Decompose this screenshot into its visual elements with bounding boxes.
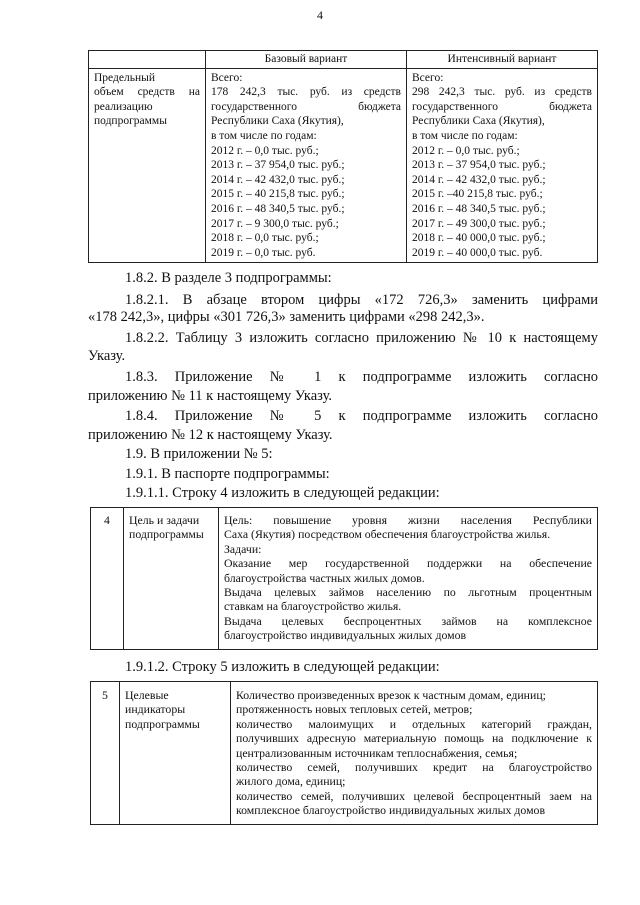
row-label-line: объем средств на	[94, 86, 200, 99]
header-empty-cell	[89, 51, 206, 69]
row-label-line: подпрограммы	[94, 115, 167, 128]
goals-line: Задачи:	[224, 541, 262, 556]
indicators-table	[90, 681, 598, 825]
goals-line: благоустройства частных жилых домов.	[224, 570, 425, 585]
paragraph-1-8-2-2: 1.8.2.2. Таблицу 3 изложить согласно приложению № 10 к настоящему	[125, 330, 598, 346]
paragraph-1-8-2-1: 1.8.2.1. В абзаце втором цифры «172 726,3» заменить цифрами	[125, 292, 598, 308]
indicator-line: количество малоимущих и отдельных категорий граждан,	[236, 716, 592, 731]
intensive-year-line: 2019 г. – 40 000,0 тыс. руб.	[412, 246, 543, 259]
goals-line: Выдача целевых займов населению по льготным процентным	[224, 585, 592, 600]
intensive-intro-line: Республики Саха (Якутия),	[412, 115, 545, 128]
row-number: 4	[91, 508, 124, 650]
goals-line: Оказание мер государственной поддержки на обеспечение	[224, 556, 592, 571]
goals-line: ставкам на благоустройство жилья.	[224, 599, 402, 614]
base-intro-line: Республики Саха (Якутия),	[211, 115, 344, 128]
goals-content-cell	[219, 508, 598, 650]
row-label-line: подпрограммы	[129, 527, 204, 542]
row-label-line: реализацию	[94, 100, 153, 113]
base-year-line: 2012 г. – 0,0 тыс. руб.;	[211, 144, 319, 157]
indicator-line: количество семей, получивших целевой беспроцентный заем на	[236, 788, 592, 803]
intensive-year-line: 2014 г. – 42 432,0 тыс. руб.;	[412, 173, 546, 186]
header-intensive-variant: Интенсивный вариант	[407, 51, 598, 69]
indicators-content-cell	[231, 682, 598, 825]
indicator-line: получивших адресную материальную помощь на подключение к	[236, 731, 592, 746]
base-year-line: 2018 г. – 0,0 тыс. руб.;	[211, 232, 319, 245]
indicator-line: централизованным источникам теплоснабжения, семья;	[236, 745, 518, 760]
intensive-year-line: 2018 г. – 40 000,0 тыс. руб.;	[412, 232, 546, 245]
intensive-intro-line: 298 242,3 тыс. руб. из средств	[412, 86, 592, 99]
paragraph-1-9: 1.9. В приложении № 5:	[125, 446, 273, 462]
intensive-intro-line: в том числе по годам:	[412, 129, 518, 142]
intensive-intro-line: Всего:	[412, 71, 444, 84]
goals-table	[90, 507, 598, 650]
indicator-line: Количество произведенных врезок к частным домам, единиц;	[236, 688, 546, 702]
funding-table-header-row	[89, 51, 598, 69]
intensive-year-line: 2016 г. – 48 340,5 тыс. руб.;	[412, 202, 546, 215]
base-year-line: 2017 г. – 9 300,0 тыс. руб.;	[211, 217, 339, 230]
row-label-line: индикаторы	[125, 702, 186, 717]
page-number: 4	[317, 8, 323, 22]
base-intro-line: государственного бюджета	[211, 100, 401, 113]
goals-line: Цель: повышение уровня жизни населения Республики	[224, 513, 592, 527]
indicator-line: количество семей, получивших кредит на благоустройство	[236, 760, 592, 775]
base-year-line: 2014 г. – 42 432,0 тыс. руб.;	[211, 173, 345, 186]
base-variant-cell	[206, 68, 407, 263]
paragraph-1-8-4-cont: приложению № 12 к настоящему Указу.	[88, 427, 333, 443]
paragraph-1-8-2: 1.8.2. В разделе 3 подпрограммы:	[125, 270, 332, 286]
goals-line: благоустройство индивидуальных жилых домов	[224, 628, 467, 643]
intensive-year-line: 2013 г. – 37 954,0 тыс. руб.;	[412, 159, 546, 172]
intensive-variant-cell	[407, 68, 598, 263]
paragraph-1-9-1-2: 1.9.1.2. Строку 5 изложить в следующей редакции:	[125, 659, 440, 675]
indicator-line: протяженность новых тепловых сетей, метров;	[236, 702, 473, 717]
base-intro-line: 178 242,3 тыс. руб. из средств	[211, 86, 401, 99]
row-label-cell	[124, 508, 219, 650]
base-year-line: 2013 г. – 37 954,0 тыс. руб.;	[211, 159, 345, 172]
base-year-line: 2016 г. – 48 340,5 тыс. руб.;	[211, 202, 345, 215]
row-number: 5	[91, 682, 120, 825]
base-year-line: 2019 г. – 0,0 тыс. руб.	[211, 246, 316, 259]
goals-line: Выдача целевых беспроцентных займов на комплексное	[224, 613, 592, 628]
row-label-line: Целевые	[125, 688, 169, 702]
funding-table	[88, 50, 598, 263]
intensive-intro-line: государственного бюджета	[412, 100, 592, 113]
indicators-table-row	[91, 682, 598, 825]
indicator-line: комплексное благоустройство индивидуальных жилых домов	[236, 803, 546, 818]
indicator-line: жилого дома, единиц;	[236, 774, 346, 789]
paragraph-1-8-2-2-cont: Указу.	[88, 348, 126, 364]
row-label-line: Цель и задачи	[129, 513, 200, 527]
row-label-cell	[89, 68, 206, 263]
goals-table-row	[91, 508, 598, 650]
goals-line: Саха (Якутия) посредством обеспечения благоустройства жилья.	[224, 527, 551, 542]
row-label-line: Предельный	[94, 71, 155, 84]
base-intro-line: Всего:	[211, 71, 243, 84]
intensive-year-line: 2015 г. –40 215,8 тыс. руб.;	[412, 188, 543, 201]
base-intro-line: в том числе по годам:	[211, 129, 317, 142]
intensive-year-line: 2012 г. – 0,0 тыс. руб.;	[412, 144, 520, 157]
row-label-line: подпрограммы	[125, 716, 200, 731]
paragraph-1-8-3: 1.8.3. Приложение № 1 к подпрограмме изложить согласно	[125, 369, 598, 385]
paragraph-1-8-4: 1.8.4. Приложение № 5 к подпрограмме изложить согласно	[125, 408, 598, 424]
paragraph-1-8-2-1-cont: «178 242,3», цифры «301 726,3» заменить цифрами «298 242,3».	[88, 309, 485, 325]
row-label-cell	[120, 682, 231, 825]
intensive-year-line: 2017 г. – 49 300,0 тыс. руб.;	[412, 217, 546, 230]
paragraph-1-9-1: 1.9.1. В паспорте подпрограммы:	[125, 466, 330, 482]
base-year-line: 2015 г. – 40 215,8 тыс. руб.;	[211, 188, 345, 201]
header-base-variant: Базовый вариант	[206, 51, 407, 69]
paragraph-1-9-1-1: 1.9.1.1. Строку 4 изложить в следующей редакции:	[125, 485, 440, 501]
funding-table-row	[89, 68, 598, 263]
paragraph-1-8-3-cont: приложению № 11 к настоящему Указу.	[88, 388, 333, 404]
